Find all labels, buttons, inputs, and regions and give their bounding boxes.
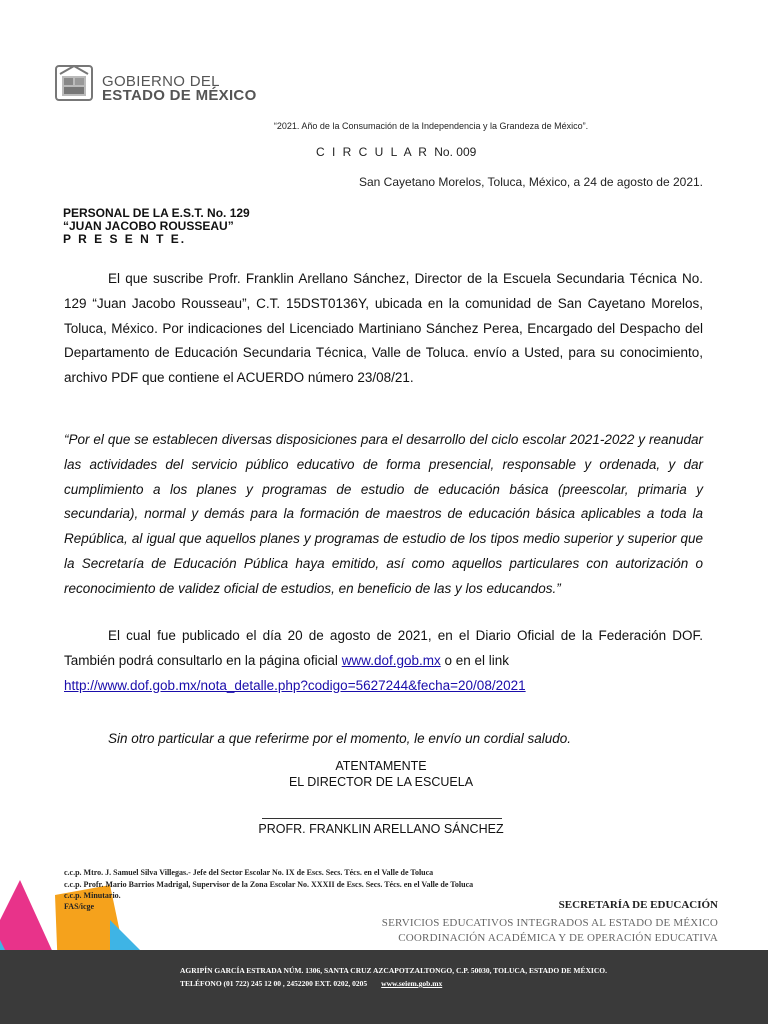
signature-line [262, 818, 502, 819]
dateline: San Cayetano Morelos, Toluca, México, a 24 de agosto de 2021. [359, 175, 703, 189]
secretaria-coordination: COORDINACIÓN ACADÉMICA Y DE OPERACIÓN EDUCATIVA [398, 932, 718, 944]
year-motto: “2021. Año de la Consumación de la Independencia y la Grandeza de México”. [273, 121, 589, 131]
ccp-line2: c.c.p. Profr. Mario Barrios Madrigal, Supervisor de la Zona Escolar No. XXXII de Escs. Secs. Técs. en el Valle de Toluca [64, 880, 474, 889]
ccp-line3: c.c.p. Minutario. [64, 891, 121, 900]
footer-web-link[interactable]: www.seiem.gob.mx [381, 979, 443, 988]
signature-name: PROFR. FRANKLIN ARELLANO SÁNCHEZ [258, 822, 504, 836]
ccp-line1: c.c.p. Mtro. J. Samuel Silva Villegas.- Jefe del Sector Escolar No. IX de Escs. Secs. Técs. en el Valle de Toluca [64, 868, 434, 877]
body-paragraph-intro: El que suscribe Profr. Franklin Arellano Sánchez, Director de la Escuela Secundaria Técnica No. 129 “Juan Jacobo Rousseau”, C.T. 15DST0136Y, ubicada en la comunidad de San Cayetano Morelos, Toluca, México. Por indicaciones del Licenciado Martiniano Sánchez Perea, Encargado del Despacho del Departamento de Educación Secundaria Técnica, Valle de Toluca. envío a Usted, para su conocimiento, archivo PDF que contiene el ACUERDO número 23/08/21. [64, 271, 703, 386]
secretaria-title: SECRETARÍA DE EDUCACIÓN [558, 899, 718, 911]
initials: FAS/icge [64, 902, 95, 911]
addressee-line1: PERSONAL DE LA E.S.T. No. 129 [63, 206, 250, 220]
signature-greeting: ATENTAMENTE [335, 759, 427, 773]
circular-number: C I R C U L A R No. 009 [316, 145, 477, 159]
body-paragraph-publication: El cual fue publicado el día 20 de agosto de 2021, en el Diario Oficial de la Federación DOF. También podrá consultarlo en la página oficial www.dof.gob.mx o en el link http://www.dof.gob.mx/nota_detalle.php?codigo=5627244&fecha=20/08/2021 [64, 628, 703, 693]
dof-note-link[interactable]: http://www.dof.gob.mx/nota_detalle.php?codigo=5627244&fecha=20/08/2021 [64, 677, 526, 693]
footer-address: AGRIPÍN GARCÍA ESTRADA NÚM. 1306, SANTA CRUZ AZCAPOTZALTONGO, C.P. 50030, TOLUCA, ESTADO DE MÉXICO. [180, 966, 607, 975]
signature-title: EL DIRECTOR DE LA ESCUELA [288, 775, 474, 789]
dof-link[interactable]: www.dof.gob.mx [341, 652, 441, 668]
logo-text-line2: ESTADO DE MÉXICO [102, 87, 257, 104]
state-emblem-icon [52, 60, 96, 104]
addressee-line3: P R E S E N T E. [63, 232, 187, 246]
body-paragraph-quote: “Por el que se establecen diversas disposiciones para el desarrollo del ciclo escolar 2021-2022 y reanudar las actividades del servicio público educativo de forma presencial, responsable y ordenada, y dar cumplimiento a los planes y programas de estudio de educación básica (preescolar, primaria y secundaria), normal y demás para la formación de maestros de educación básica aplicables a toda la República, al igual que aquellos planes y programas de estudio de los tipos medio superior y superior que la Secretaría de Educación Pública haya emitido, así como aquellos particulares con autorización o reconocimiento de validez oficial de estudios, en beneficio de las y los educandos.” [64, 432, 703, 596]
addressee-line2: “JUAN JACOBO ROUSSEAU” [63, 219, 234, 233]
body-closing: Sin otro particular a que referirme por el momento, le envío un cordial saludo. [108, 731, 571, 746]
footer-contact: TELÉFONO (01 722) 245 12 00 , 2452200 EXT. 0202, 0205 www.seiem.gob.mx [180, 979, 443, 988]
secretaria-services: SERVICIOS EDUCATIVOS INTEGRADOS AL ESTADO DE MÉXICO [381, 917, 718, 929]
logo-text-line1: GOBIERNO DEL [102, 73, 220, 90]
